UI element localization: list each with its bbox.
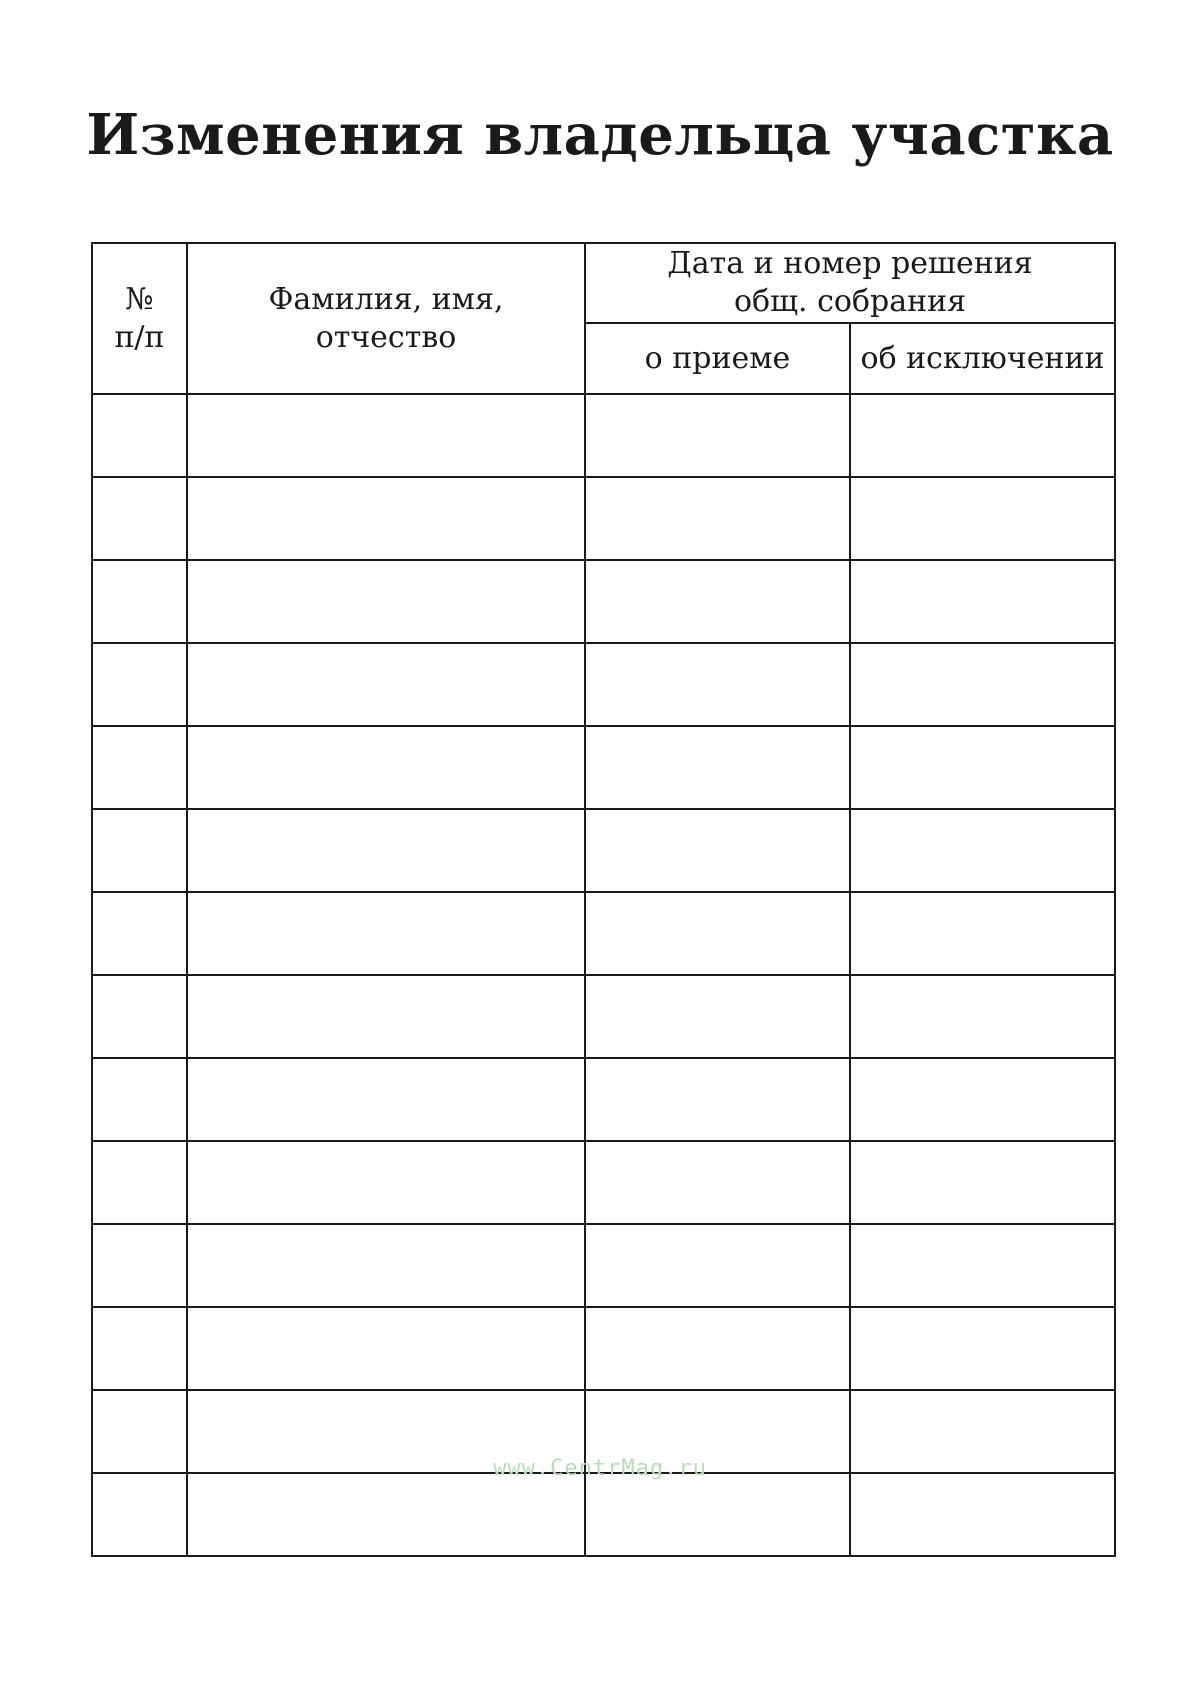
header-number (92, 243, 187, 394)
cell-exclusion-decision[interactable] (850, 1141, 1115, 1224)
watermark-text: www.CentrMag.ru (493, 1456, 707, 1481)
cell-full-name[interactable] (187, 560, 585, 643)
cell-admission-decision[interactable] (585, 477, 850, 560)
table-row (92, 643, 1115, 726)
cell-admission-decision[interactable] (585, 1224, 850, 1307)
cell-exclusion-decision[interactable] (850, 1390, 1115, 1473)
table-body (92, 394, 1115, 1556)
cell-admission-decision[interactable] (585, 892, 850, 975)
cell-exclusion-decision[interactable] (850, 1058, 1115, 1141)
table-row (92, 1224, 1115, 1307)
table-row (92, 1058, 1115, 1141)
cell-admission-decision[interactable] (585, 975, 850, 1058)
cell-exclusion-decision[interactable] (850, 892, 1115, 975)
cell-number[interactable] (92, 892, 187, 975)
cell-admission-decision[interactable] (585, 1141, 850, 1224)
cell-full-name[interactable] (187, 809, 585, 892)
header-number-abbrev: п/п (114, 319, 165, 355)
cell-full-name[interactable] (187, 1307, 585, 1390)
table-row (92, 975, 1115, 1058)
cell-full-name[interactable] (187, 892, 585, 975)
page-title: Изменения владельца участка (86, 102, 1114, 168)
cell-number[interactable] (92, 975, 187, 1058)
cell-number[interactable] (92, 1473, 187, 1556)
cell-number[interactable] (92, 1390, 187, 1473)
cell-admission-decision[interactable] (585, 1058, 850, 1141)
table-header (92, 243, 1115, 394)
table-row (92, 1307, 1115, 1390)
cell-exclusion-decision[interactable] (850, 394, 1115, 477)
cell-number[interactable] (92, 477, 187, 560)
cell-full-name[interactable] (187, 1473, 585, 1556)
header-decision-group (585, 243, 1115, 323)
cell-exclusion-decision[interactable] (850, 643, 1115, 726)
cell-full-name[interactable] (187, 477, 585, 560)
header-row-top (92, 243, 1115, 323)
cell-number[interactable] (92, 643, 187, 726)
cell-exclusion-decision[interactable] (850, 809, 1115, 892)
header-full-name-line2: отчество (315, 319, 457, 355)
cell-full-name[interactable] (187, 1224, 585, 1307)
table-row (92, 809, 1115, 892)
header-number-symbol: № (125, 281, 154, 317)
cell-exclusion-decision[interactable] (850, 726, 1115, 809)
cell-exclusion-decision[interactable] (850, 1224, 1115, 1307)
header-full-name (187, 243, 585, 394)
cell-exclusion-decision[interactable] (850, 975, 1115, 1058)
cell-full-name[interactable] (187, 394, 585, 477)
cell-admission-decision[interactable] (585, 1473, 850, 1556)
cell-admission-decision[interactable] (585, 726, 850, 809)
cell-number[interactable] (92, 809, 187, 892)
cell-admission-decision[interactable] (585, 1390, 850, 1473)
cell-admission-decision[interactable] (585, 1307, 850, 1390)
cell-full-name[interactable] (187, 1390, 585, 1473)
cell-admission-decision[interactable] (585, 809, 850, 892)
header-full-name-line1: Фамилия, имя, (268, 281, 504, 317)
header-exclusion: об исключении (850, 323, 1115, 394)
cell-full-name[interactable] (187, 975, 585, 1058)
table-row (92, 1473, 1115, 1556)
cell-exclusion-decision[interactable] (850, 1307, 1115, 1390)
cell-exclusion-decision[interactable] (850, 560, 1115, 643)
cell-number[interactable] (92, 1058, 187, 1141)
header-admission: о приеме (585, 323, 850, 394)
cell-admission-decision[interactable] (585, 394, 850, 477)
table-row (92, 560, 1115, 643)
cell-admission-decision[interactable] (585, 643, 850, 726)
cell-full-name[interactable] (187, 726, 585, 809)
cell-number[interactable] (92, 726, 187, 809)
table-row (92, 892, 1115, 975)
header-decision-line1: Дата и номер решения (667, 246, 1033, 281)
header-decision-line2: общ. собрания (733, 284, 967, 319)
cell-admission-decision[interactable] (585, 560, 850, 643)
cell-full-name[interactable] (187, 643, 585, 726)
table-row (92, 477, 1115, 560)
cell-full-name[interactable] (187, 1058, 585, 1141)
cell-exclusion-decision[interactable] (850, 1473, 1115, 1556)
cell-number[interactable] (92, 1307, 187, 1390)
cell-number[interactable] (92, 1141, 187, 1224)
cell-number[interactable] (92, 394, 187, 477)
owner-changes-table (91, 242, 1116, 1557)
cell-full-name[interactable] (187, 1141, 585, 1224)
table-row (92, 1390, 1115, 1473)
table-row (92, 1141, 1115, 1224)
table-row (92, 394, 1115, 477)
table-row (92, 726, 1115, 809)
cell-number[interactable] (92, 560, 187, 643)
cell-number[interactable] (92, 1224, 187, 1307)
cell-exclusion-decision[interactable] (850, 477, 1115, 560)
